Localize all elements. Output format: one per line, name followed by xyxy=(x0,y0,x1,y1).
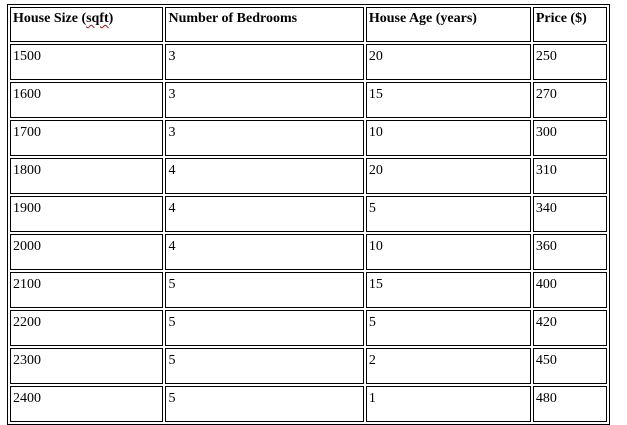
house-data-table-wrapper xyxy=(7,4,610,425)
cell-bedrooms: 4 xyxy=(165,196,363,232)
cell-price: 250 xyxy=(533,44,607,80)
table-row xyxy=(10,272,607,308)
cell-price: 480 xyxy=(533,386,607,422)
table-row xyxy=(10,82,607,118)
table-row xyxy=(10,158,607,194)
cell-bedrooms: 3 xyxy=(165,82,363,118)
cell-house-size: 1500 xyxy=(10,44,163,80)
cell-house-age: 2 xyxy=(366,348,531,384)
cell-house-age: 1 xyxy=(366,386,531,422)
cell-house-age: 10 xyxy=(366,120,531,156)
cell-house-size: 1800 xyxy=(10,158,163,194)
table-body xyxy=(10,44,607,422)
cell-house-size: 1900 xyxy=(10,196,163,232)
cell-price: 400 xyxy=(533,272,607,308)
cell-house-age: 15 xyxy=(366,82,531,118)
header-house-size-suffix: ) xyxy=(108,11,114,26)
house-data-table xyxy=(7,4,610,425)
cell-house-size: 2300 xyxy=(10,348,163,384)
cell-house-age: 20 xyxy=(366,44,531,80)
cell-bedrooms: 5 xyxy=(165,386,363,422)
cell-bedrooms: 3 xyxy=(165,120,363,156)
header-house-age: House Age (years) xyxy=(366,7,531,42)
table-row xyxy=(10,348,607,384)
cell-house-age: 10 xyxy=(366,234,531,270)
cell-house-age: 15 xyxy=(366,272,531,308)
cell-price: 420 xyxy=(533,310,607,346)
table-row xyxy=(10,310,607,346)
header-price: Price ($) xyxy=(533,7,607,42)
cell-bedrooms: 5 xyxy=(165,272,363,308)
header-house-size-prefix: House Size ( xyxy=(13,11,87,26)
cell-price: 300 xyxy=(533,120,607,156)
cell-price: 340 xyxy=(533,196,607,232)
cell-house-age: 5 xyxy=(366,310,531,346)
table-row xyxy=(10,234,607,270)
cell-house-size: 1700 xyxy=(10,120,163,156)
cell-price: 360 xyxy=(533,234,607,270)
cell-house-size: 2100 xyxy=(10,272,163,308)
header-house-size xyxy=(10,7,163,42)
cell-house-size: 2200 xyxy=(10,310,163,346)
cell-house-size: 1600 xyxy=(10,82,163,118)
cell-bedrooms: 4 xyxy=(165,158,363,194)
cell-bedrooms: 5 xyxy=(165,348,363,384)
header-house-size-unit: sqft xyxy=(86,11,109,26)
header-bedrooms: Number of Bedrooms xyxy=(165,7,363,42)
cell-house-age: 5 xyxy=(366,196,531,232)
table-header-row xyxy=(10,7,607,42)
cell-house-size: 2400 xyxy=(10,386,163,422)
table-row xyxy=(10,44,607,80)
cell-house-age: 20 xyxy=(366,158,531,194)
cell-price: 450 xyxy=(533,348,607,384)
table-row xyxy=(10,386,607,422)
cell-bedrooms: 4 xyxy=(165,234,363,270)
cell-bedrooms: 5 xyxy=(165,310,363,346)
cell-price: 310 xyxy=(533,158,607,194)
table-row xyxy=(10,120,607,156)
table-row xyxy=(10,196,607,232)
cell-price: 270 xyxy=(533,82,607,118)
cell-house-size: 2000 xyxy=(10,234,163,270)
cell-bedrooms: 3 xyxy=(165,44,363,80)
